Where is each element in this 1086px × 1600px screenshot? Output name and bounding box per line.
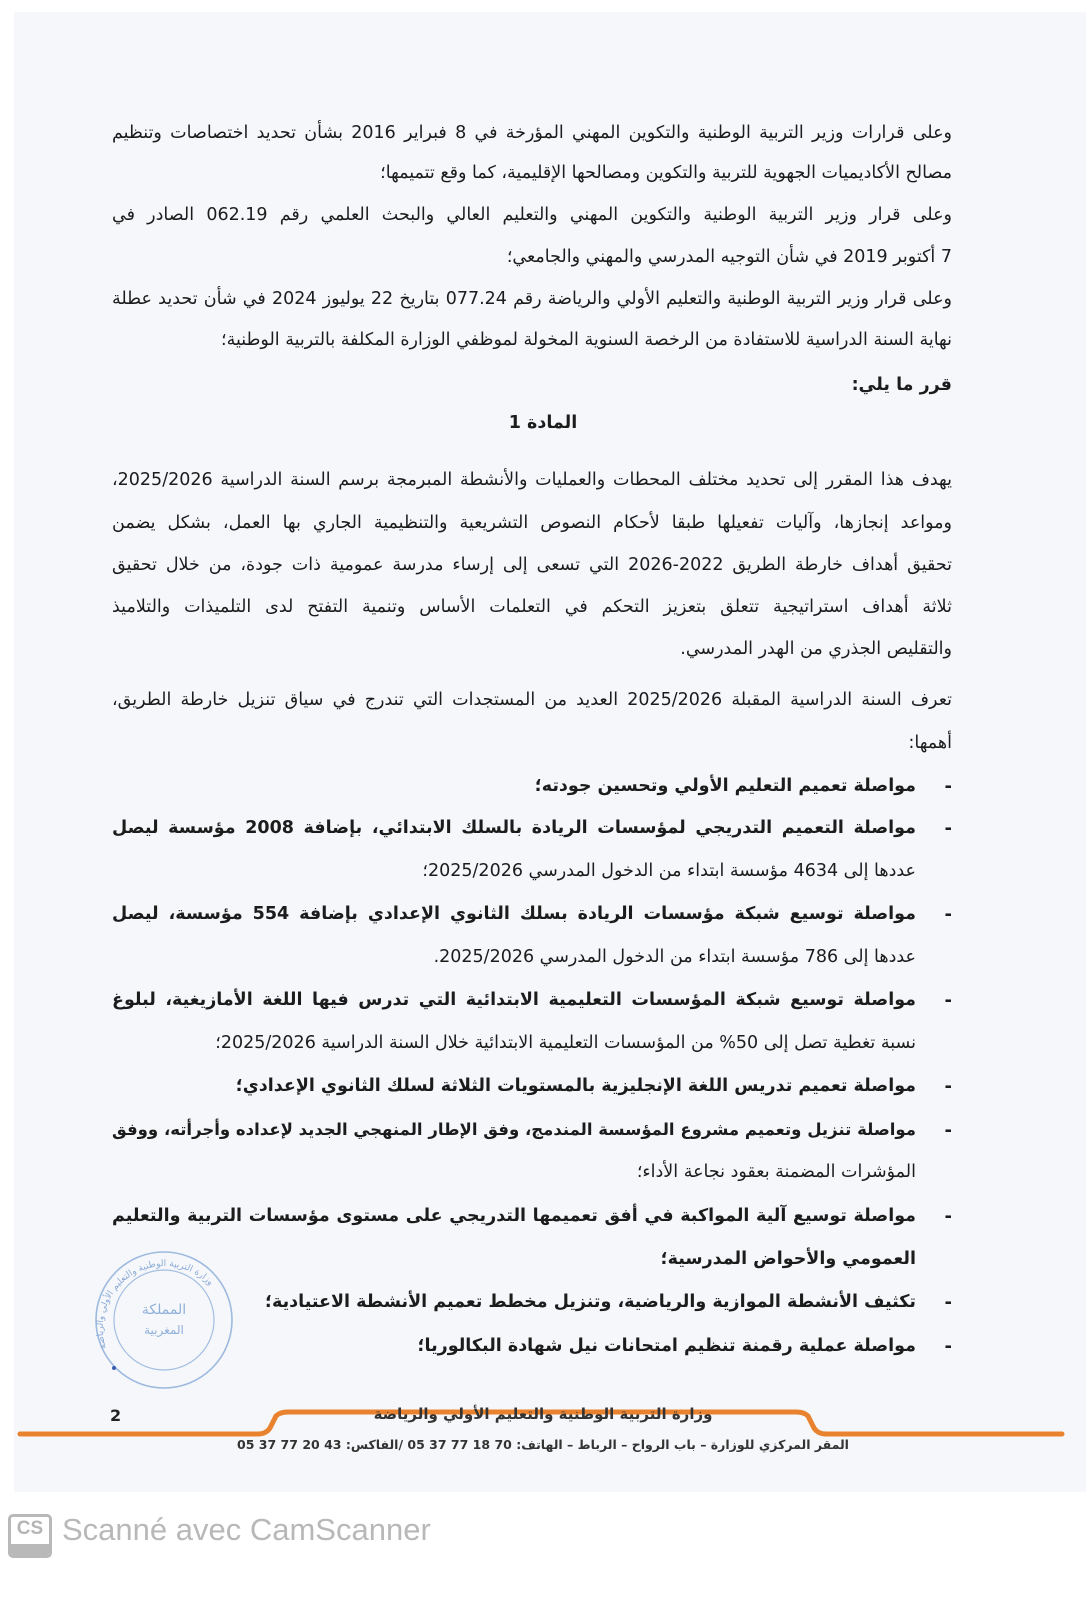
bullet-text: مواصلة تعميم التعليم الأولي وتحسين جودته؛ bbox=[534, 776, 916, 796]
decision-label: قرر ما يلي: bbox=[851, 375, 952, 395]
bullet-text: مواصلة توسيع شبكة المؤسسات التعليمية الابتدائية التي تدرس فيها اللغة الأمازيغية، لبلوغ bbox=[112, 990, 916, 1010]
bullet-marker: - bbox=[944, 1336, 952, 1357]
stamp-center-line1: المملكة bbox=[141, 1302, 187, 1318]
footer-address: المقر المركزي للوزارة – باب الرواح – الرباط – الهاتف: 70 18 77 37 05 /الفاكس: 43 20 77 37 05 bbox=[237, 1437, 849, 1452]
bullet-marker: - bbox=[944, 1206, 952, 1227]
stamp-center-line2: المغربية bbox=[144, 1323, 184, 1337]
article-paragraph-line: يهدف هذا المقرر إلى تحديد مختلف المحطات والعمليات والأنشطة المبرمجة برسم السنة الدراسية 2025/2026، bbox=[112, 470, 952, 490]
camscanner-badge-text: CS bbox=[16, 1518, 44, 1539]
preamble-line: وعلى قرارات وزير التربية الوطنية والتكوين المهني المؤرخة في 8 فبراير 2016 بشأن تحديد اختصاصات وتنظيم bbox=[112, 123, 952, 143]
bullet-marker: - bbox=[944, 990, 952, 1011]
preamble-line: 7 أكتوبر 2019 في شأن التوجيه المدرسي والمهني والجامعي؛ bbox=[506, 247, 952, 267]
bullet-marker: - bbox=[944, 1120, 952, 1141]
page-number: 2 bbox=[110, 1406, 122, 1425]
bullet-marker: - bbox=[944, 1292, 952, 1313]
official-stamp bbox=[84, 1248, 244, 1393]
stamp-star-icon bbox=[112, 1366, 116, 1370]
bullet-continuation: المؤشرات المضمنة بعقود نجاعة الأداء؛ bbox=[636, 1162, 916, 1182]
bullet-text: مواصلة تعميم تدريس اللغة الإنجليزية بالمستويات الثلاثة لسلك الثانوي الإعدادي؛ bbox=[235, 1076, 916, 1096]
footer-ministry-name: وزارة التربية الوطنية والتعليم الأولي والرياضة bbox=[373, 1405, 713, 1423]
preamble-line: نهاية السنة الدراسية للاستفادة من الرخصة السنوية المخولة لموظفي الوزارة المكلفة بالتربية الوطنية؛ bbox=[221, 330, 952, 350]
stamp-ring-text: وزارة التربية الوطنية والتعليم الأولي والرياضة bbox=[95, 1259, 215, 1351]
bullet-marker: - bbox=[944, 1076, 952, 1097]
bullet-text: مواصلة توسيع شبكة مؤسسات الريادة بسلك الثانوي الإعدادي بإضافة 554 مؤسسة، ليصل bbox=[112, 904, 916, 924]
bullet-marker: - bbox=[944, 818, 952, 839]
bullet-text: مواصلة عملية رقمنة تنظيم امتحانات نيل شهادة البكالوريا؛ bbox=[417, 1336, 916, 1356]
bullet-continuation: عددها إلى 4634 مؤسسة ابتداء من الدخول المدرسي 2025/2026؛ bbox=[422, 861, 916, 881]
preamble-line: وعلى قرار وزير التربية الوطنية والتكوين المهني والتعليم العالي والبحث العلمي رقم 062.19 الصادر في bbox=[112, 205, 952, 225]
preamble-line: وعلى قرار وزير التربية الوطنية والتعليم الأولي والرياضة رقم 077.24 بتاريخ 22 يوليوز 2024 في شأن تحديد عطلة bbox=[112, 289, 952, 309]
article-paragraph-line: تعرف السنة الدراسية المقبلة 2025/2026 العديد من المستجدات التي تندرج في سياق تنزيل خارطة الطريق، bbox=[112, 690, 953, 710]
camscanner-logo-icon bbox=[8, 1514, 52, 1558]
article-paragraph-line: أهمها: bbox=[908, 733, 952, 753]
article-paragraph-line: والتقليص الجذري من الهدر المدرسي. bbox=[680, 639, 952, 659]
article-paragraph-line: ثلاثة أهداف استراتيجية تتعلق بتعزيز التحكم في التعلمات الأساس وتنمية التفتح لدى التلميذات والتلاميذ bbox=[112, 597, 952, 617]
article-paragraph-line: ومواعد إنجازها، وآليات تفعيلها طبقا لأحكام النصوص التشريعية والتنظيمية الجاري بها العمل، بشكل يضمن bbox=[112, 513, 952, 533]
article-paragraph-line: تحقيق أهداف خارطة الطريق 2022-2026 التي تسعى إلى إرساء مدرسة عمومية ذات جودة، من خلال تحقيق bbox=[112, 555, 952, 575]
bullet-text: مواصلة التعميم التدريجي لمؤسسات الريادة بالسلك الابتدائي، بإضافة 2008 مؤسسة ليصل bbox=[112, 818, 916, 838]
bullet-continuation: عددها إلى 786 مؤسسة ابتداء من الدخول المدرسي 2025/2026. bbox=[433, 947, 916, 967]
bullet-continuation: العمومي والأحواض المدرسية؛ bbox=[660, 1249, 916, 1269]
bullet-text: مواصلة تنزيل وتعميم مشروع المؤسسة المندمج، وفق الإطار المنهجي الجديد لإعداده وأجرأته، ووفق bbox=[112, 1120, 916, 1139]
bullet-text: تكثيف الأنشطة الموازية والرياضية، وتنزيل مخطط تعميم الأنشطة الاعتيادية؛ bbox=[264, 1292, 916, 1312]
bullet-marker: - bbox=[944, 904, 952, 925]
camscanner-watermark: Scanné avec CamScanner bbox=[62, 1512, 431, 1547]
article-title: المادة 1 bbox=[508, 413, 578, 433]
bullet-continuation: نسبة تغطية تصل إلى 50% من المؤسسات التعليمية الابتدائية خلال السنة الدراسية 2025/2026؛ bbox=[215, 1033, 916, 1053]
bullet-marker: - bbox=[944, 776, 952, 797]
bullet-text: مواصلة توسيع آلية المواكبة في أفق تعميمها التدريجي على مستوى مؤسسات التربية والتعليم bbox=[112, 1206, 916, 1226]
preamble-line: مصالح الأكاديميات الجهوية للتربية والتكوين ومصالحها الإقليمية، كما وقع تتميمها؛ bbox=[380, 163, 952, 183]
